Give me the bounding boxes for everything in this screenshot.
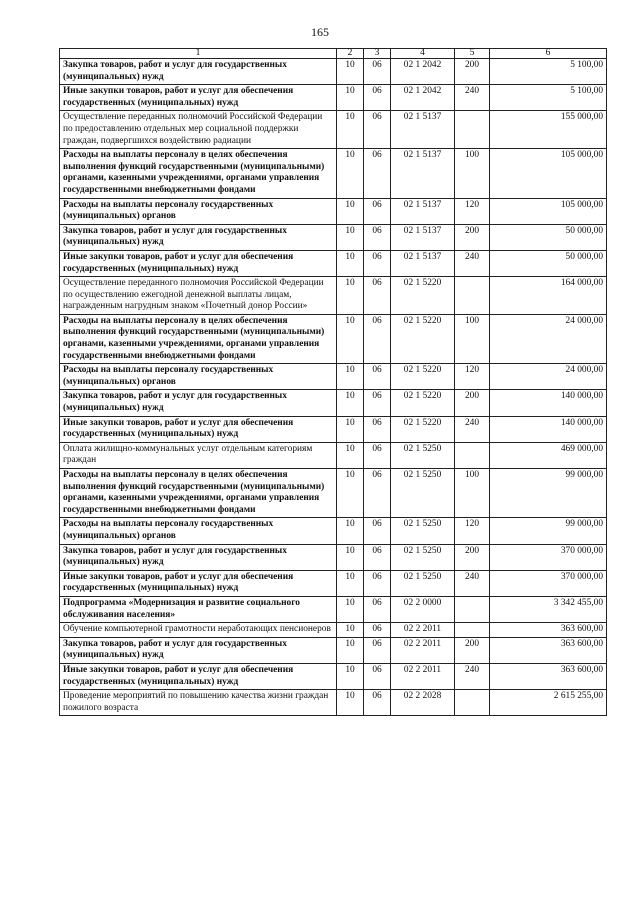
amount-cell: 3 342 455,00 [490,596,607,622]
target-article-cell: 02 1 2042 [391,85,455,111]
table-row [60,198,607,224]
table-row [60,277,607,315]
target-article-cell: 02 1 5137 [391,111,455,149]
column-number: 4 [391,49,455,59]
subsection-code-cell: 06 [364,469,391,518]
subsection-code-cell: 06 [364,637,391,663]
amount-cell: 2 615 255,00 [490,690,607,716]
table-row [60,690,607,716]
amount-cell: 164 000,00 [490,277,607,315]
section-code-cell: 10 [337,314,364,363]
table-row [60,637,607,663]
row-name-cell: Подпрограмма «Модернизация и развитие социального обслуживания населения» [60,596,337,622]
expense-type-cell: 120 [455,364,490,390]
section-code-cell: 10 [337,198,364,224]
subsection-code-cell: 06 [364,149,391,198]
expense-type-cell [455,111,490,149]
table-row [60,663,607,689]
row-name-cell: Оплата жилищно-коммунальных услуг отдельным категориям граждан [60,442,337,468]
amount-cell: 105 000,00 [490,198,607,224]
amount-cell: 363 600,00 [490,663,607,689]
section-code-cell: 10 [337,518,364,544]
table-row [60,314,607,363]
amount-cell: 5 100,00 [490,85,607,111]
expense-type-cell [455,277,490,315]
table-row [60,111,607,149]
table-row [60,442,607,468]
expense-type-cell [455,442,490,468]
subsection-code-cell: 06 [364,690,391,716]
subsection-code-cell: 06 [364,111,391,149]
subsection-code-cell: 06 [364,198,391,224]
amount-cell: 155 000,00 [490,111,607,149]
amount-cell: 140 000,00 [490,390,607,416]
section-code-cell: 10 [337,250,364,276]
target-article-cell: 02 1 5220 [391,364,455,390]
table-row [60,518,607,544]
target-article-cell: 02 2 2011 [391,663,455,689]
target-article-cell: 02 1 5220 [391,314,455,363]
subsection-code-cell: 06 [364,250,391,276]
expense-type-cell: 200 [455,59,490,85]
target-article-cell: 02 1 5137 [391,224,455,250]
section-code-cell: 10 [337,623,364,638]
amount-cell: 24 000,00 [490,364,607,390]
expense-type-cell: 200 [455,544,490,570]
row-name-cell: Расходы на выплаты персоналу государственных (муниципальных) органов [60,364,337,390]
subsection-code-cell: 06 [364,596,391,622]
row-name-cell: Расходы на выплаты персоналу в целях обеспечения выполнения функций государственными (муниципальными) органами, казенными учреждениями, органами управления государственными внебюджетными фондами [60,314,337,363]
row-name-cell: Закупка товаров, работ и услуг для государственных (муниципальных) нужд [60,637,337,663]
expense-type-cell: 240 [455,85,490,111]
amount-cell: 5 100,00 [490,59,607,85]
section-code-cell: 10 [337,469,364,518]
target-article-cell: 02 1 5220 [391,277,455,315]
table-row [60,85,607,111]
table-row [60,570,607,596]
amount-cell: 99 000,00 [490,518,607,544]
row-name-cell: Закупка товаров, работ и услуг для государственных (муниципальных) нужд [60,390,337,416]
expense-type-cell: 100 [455,314,490,363]
section-code-cell: 10 [337,570,364,596]
row-name-cell: Расходы на выплаты персоналу в целях обеспечения выполнения функций государственными (муниципальными) органами, казенными учреждениями, органами управления государственными внебюджетными фондами [60,149,337,198]
column-number: 3 [364,49,391,59]
expense-type-cell: 100 [455,149,490,198]
expense-type-cell: 240 [455,416,490,442]
row-name-cell: Иные закупки товаров, работ и услуг для обеспечения государственных (муниципальных) нужд [60,85,337,111]
amount-cell: 469 000,00 [490,442,607,468]
target-article-cell: 02 2 2011 [391,637,455,663]
amount-cell: 370 000,00 [490,544,607,570]
table-row [60,623,607,638]
section-code-cell: 10 [337,544,364,570]
amount-cell: 370 000,00 [490,570,607,596]
row-name-cell: Осуществление переданного полномочия Российской Федерации по осуществлению ежегодной денежной выплаты лицам, награжденным нагрудным знаком «Почетный донор России» [60,277,337,315]
expense-type-cell: 200 [455,224,490,250]
column-number-row [60,49,607,59]
section-code-cell: 10 [337,149,364,198]
expense-type-cell: 200 [455,637,490,663]
target-article-cell: 02 1 5250 [391,469,455,518]
table-row [60,390,607,416]
amount-cell: 50 000,00 [490,250,607,276]
table-row [60,59,607,85]
expense-type-cell: 240 [455,570,490,596]
target-article-cell: 02 2 2028 [391,690,455,716]
expense-type-cell: 100 [455,469,490,518]
target-article-cell: 02 1 5250 [391,518,455,544]
row-name-cell: Расходы на выплаты персоналу в целях обеспечения выполнения функций государственными (муниципальными) органами, казенными учреждениями, органами управления государственными внебюджетными фондами [60,469,337,518]
row-name-cell: Иные закупки товаров, работ и услуг для обеспечения государственных (муниципальных) нужд [60,570,337,596]
section-code-cell: 10 [337,224,364,250]
row-name-cell: Иные закупки товаров, работ и услуг для обеспечения государственных (муниципальных) нужд [60,250,337,276]
section-code-cell: 10 [337,85,364,111]
subsection-code-cell: 06 [364,518,391,544]
row-name-cell: Расходы на выплаты персоналу государственных (муниципальных) органов [60,518,337,544]
column-number: 1 [60,49,337,59]
subsection-code-cell: 06 [364,442,391,468]
expense-type-cell: 120 [455,518,490,544]
subsection-code-cell: 06 [364,85,391,111]
amount-cell: 50 000,00 [490,224,607,250]
target-article-cell: 02 1 5250 [391,570,455,596]
section-code-cell: 10 [337,596,364,622]
table-row [60,224,607,250]
table-row [60,416,607,442]
expense-type-cell: 240 [455,250,490,276]
subsection-code-cell: 06 [364,390,391,416]
expense-type-cell [455,690,490,716]
section-code-cell: 10 [337,59,364,85]
subsection-code-cell: 06 [364,224,391,250]
subsection-code-cell: 06 [364,663,391,689]
table-row [60,596,607,622]
target-article-cell: 02 1 5137 [391,250,455,276]
amount-cell: 363 600,00 [490,623,607,638]
target-article-cell: 02 1 5137 [391,149,455,198]
section-code-cell: 10 [337,111,364,149]
subsection-code-cell: 06 [364,277,391,315]
expense-type-cell: 240 [455,663,490,689]
expense-type-cell: 120 [455,198,490,224]
column-number: 6 [490,49,607,59]
target-article-cell: 02 1 5250 [391,544,455,570]
subsection-code-cell: 06 [364,416,391,442]
table-row [60,149,607,198]
amount-cell: 105 000,00 [490,149,607,198]
row-name-cell: Иные закупки товаров, работ и услуг для обеспечения государственных (муниципальных) нужд [60,663,337,689]
target-article-cell: 02 1 5220 [391,416,455,442]
table-row [60,469,607,518]
target-article-cell: 02 1 5250 [391,442,455,468]
subsection-code-cell: 06 [364,570,391,596]
row-name-cell: Обучение компьютерной грамотности неработающих пенсионеров [60,623,337,638]
column-number: 2 [337,49,364,59]
expense-type-cell [455,596,490,622]
row-name-cell: Расходы на выплаты персоналу государственных (муниципальных) органов [60,198,337,224]
amount-cell: 363 600,00 [490,637,607,663]
row-name-cell: Проведение мероприятий по повышению качества жизни граждан пожилого возраста [60,690,337,716]
section-code-cell: 10 [337,637,364,663]
amount-cell: 99 000,00 [490,469,607,518]
section-code-cell: 10 [337,364,364,390]
amount-cell: 140 000,00 [490,416,607,442]
section-code-cell: 10 [337,390,364,416]
target-article-cell: 02 1 2042 [391,59,455,85]
target-article-cell: 02 1 5220 [391,390,455,416]
row-name-cell: Закупка товаров, работ и услуг для государственных (муниципальных) нужд [60,59,337,85]
amount-cell: 24 000,00 [490,314,607,363]
page-number: 165 [311,25,329,39]
subsection-code-cell: 06 [364,623,391,638]
subsection-code-cell: 06 [364,364,391,390]
table-row [60,544,607,570]
subsection-code-cell: 06 [364,314,391,363]
section-code-cell: 10 [337,690,364,716]
target-article-cell: 02 2 2011 [391,623,455,638]
column-number: 5 [455,49,490,59]
table-row [60,250,607,276]
expense-type-cell [455,623,490,638]
row-name-cell: Закупка товаров, работ и услуг для государственных (муниципальных) нужд [60,224,337,250]
row-name-cell: Закупка товаров, работ и услуг для государственных (муниципальных) нужд [60,544,337,570]
budget-table [59,48,607,716]
section-code-cell: 10 [337,663,364,689]
row-name-cell: Осуществление переданных полномочий Российской Федерации по предоставлению отдельных мер социальной поддержки граждан, подвергшихся воздействию радиации [60,111,337,149]
target-article-cell: 02 1 5137 [391,198,455,224]
subsection-code-cell: 06 [364,59,391,85]
section-code-cell: 10 [337,442,364,468]
section-code-cell: 10 [337,416,364,442]
section-code-cell: 10 [337,277,364,315]
subsection-code-cell: 06 [364,544,391,570]
row-name-cell: Иные закупки товаров, работ и услуг для обеспечения государственных (муниципальных) нужд [60,416,337,442]
expense-type-cell: 200 [455,390,490,416]
table-row [60,364,607,390]
target-article-cell: 02 2 0000 [391,596,455,622]
